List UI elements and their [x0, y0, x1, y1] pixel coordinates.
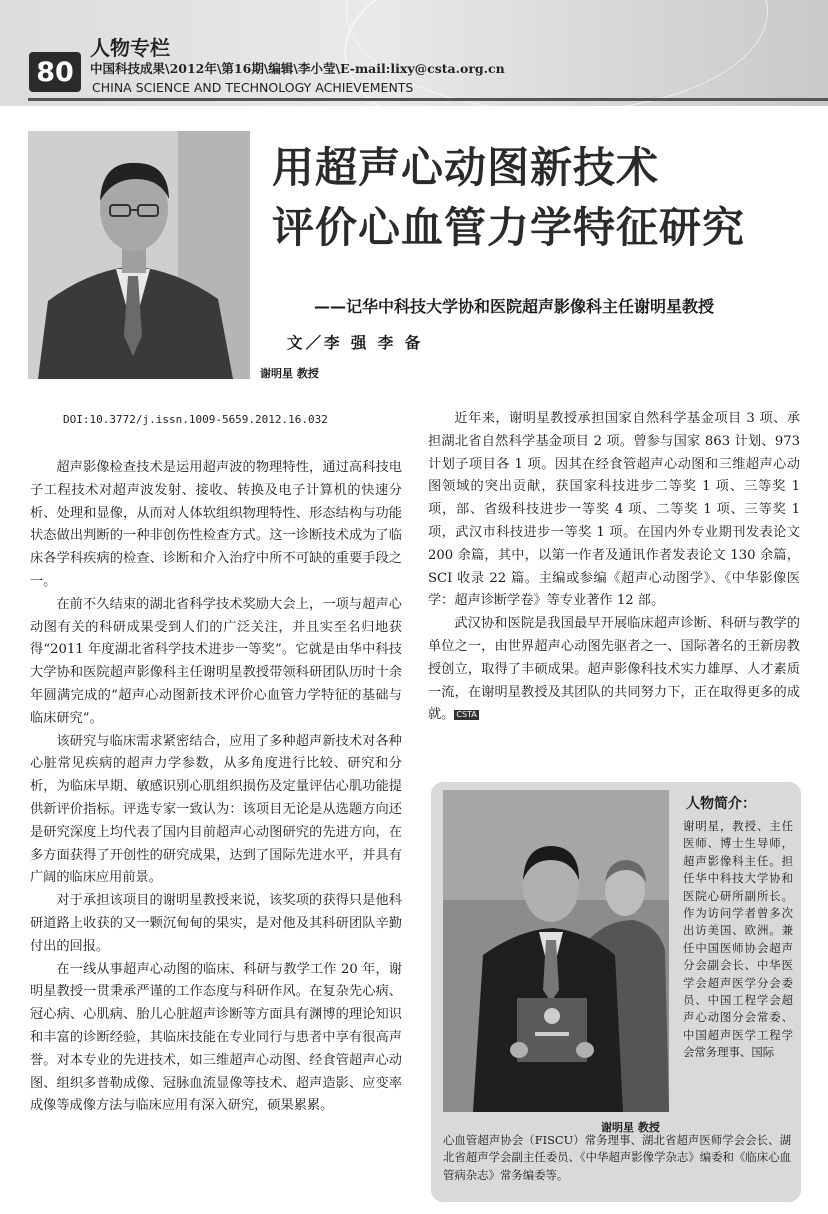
title-line-1: 用超声心动图新技术 [272, 143, 660, 192]
paragraph-with-end-mark [428, 613, 800, 727]
portrait-caption: 谢明星 教授 [260, 367, 319, 380]
profile-side-text: 谢明星，教授、主任医师、博士生导师，超声影像科主任。担任华中科技大学协和医院心研所副所长。作为访问学者曾多次出访美国、欧洲。兼任中国医师协会超声分会副会长、中华医学会超声医学分会委员、中国工程学会超声心动图分会常委、中国超声医学工程学会常务理事、国际 [683, 819, 793, 1060]
column-name: 人物专栏 [90, 36, 170, 60]
title-line-2: 评价心血管力学特征研究 [272, 203, 746, 252]
portrait-photo [28, 131, 250, 379]
profile-heading: 人物简介： [686, 796, 756, 812]
journal-english-name: CHINA SCIENCE AND TECHNOLOGY ACHIEVEMENTS [92, 80, 414, 95]
end-mark-logo: CSTA [456, 709, 477, 719]
page-number: 80 [29, 52, 81, 92]
article-byline: 文／李 强 李 备 [287, 334, 424, 352]
header-rule [28, 98, 828, 101]
profile-bottom-text: 心血管超声协会（FISCU）常务理事、湖北省超声医师学会会长、湖北省超声学会副主任委员、《中华超声影像学杂志》编委和《临床心血管病杂志》常务编委等。 [443, 1133, 791, 1182]
body-column-left [30, 457, 402, 1118]
body-column-right [428, 408, 800, 727]
award-photo [443, 790, 669, 1112]
paragraph: 近年来，谢明星教授承担国家自然科学基金项目 3 项、承担湖北省自然科学基金项目 2 项。曾参与国家 863 计划、973 计划子项目各 1 项。因其在经食管超声心动图和三维超声心动图领域的突出贡献，获国家科技进步二等奖 1 项、三等奖 1 项，部、省级科技进步一等奖 4 项、二等奖 1 项、三等奖 1 项，武汉市科技进步一等奖 1 项。在国内外专业期刊发表论文 200 余篇，其中，以第一作者及通讯作者发表论文 130 余篇，SCI 收录 22 篇。主编或参编《超声心动图学》、《中华影像医学：超声诊断学卷》等专业著作 12 部。 [428, 411, 800, 609]
award-photo-caption: 谢明星 教授 [601, 1121, 660, 1134]
portrait-illustration [28, 131, 250, 379]
doi-line: DOI:10.3772/j.issn.1009-5659.2012.16.032 [63, 413, 328, 426]
journal-info-line: 中国科技成果\2012年\第16期\编辑\李小莹\E-mail:lixy@csta.org.cn [90, 61, 505, 76]
article-title [272, 138, 822, 258]
paragraph: 对于承担该项目的谢明星教授来说，该奖项的获得只是他科研道路上收获的又一颗沉甸甸的果实，是对他及其科研团队辛勤付出的回报。 [30, 893, 402, 954]
paragraph: 该研究与临床需求紧密结合，应用了多种超声新技术对各种心脏常见疾病的超声力学参数，从多角度进行比较、研究和分析，为临床早期、敏感识别心肌组织损伤及定量评估心肌功能提供新评价指标。评选专家一致认为：该项目无论是从选题方向还是研究深度上均代表了国内目前超声心动图研究的先进方向，在多方面获得了开创性的研究成果，达到了国际先进水平，并具有广阔的临床应用前景。 [30, 733, 402, 886]
profile-box [431, 782, 801, 1202]
paragraph: 超声影像检查技术是运用超声波的物理特性，通过高科技电子工程技术对超声波发射、接收、转换及电子计算机的快速分析、处理和显像，从而对人体软组织物理特性、形态结构与功能状态做出判断的一种非创伤性检查方式。这一诊断技术成为了临床各学科疾病的检查、诊断和介入治疗中所不可缺的重要手段之一。 [30, 460, 402, 589]
article-subtitle: ——记华中科技大学协和医院超声影像科主任谢明星教授 [314, 297, 715, 316]
paragraph-text: 武汉协和医院是我国最早开展临床超声诊断、科研与教学的单位之一，由世界超声心动图先驱者之一、国际著名的王新房教授创立，取得了丰硕成果。超声影像科技术实力雄厚、人才素质一流，在谢明星教授及其团队的共同努力下，正在取得更多的成就。 [428, 616, 800, 723]
paragraph: 在前不久结束的湖北省科学技术奖励大会上，一项与超声心动图有关的科研成果受到人们的广泛关注，并且实至名归地获得“2011 年度湖北省科学技术进步一等奖”。它就是由华中科技大学协和医院超声影像科主任谢明星教授带领科研团队历时十余年圆满完成的“超声心动图新技术评价心血管力学特征的基础与临床研究”。 [30, 596, 402, 726]
paragraph: 在一线从事超声心动图的临床、科研与教学工作 20 年，谢明星教授一贯秉承严谨的工作态度与科研作风。在复杂先心病、冠心病、心肌病、胎儿心脏超声诊断等方面具有渊博的理论知识和丰富的诊断经验，其临床技能在专业同行与患者中享有很高声誉。对本专业的先进技术，如三维超声心动图、经食管超声心动图、组织多普勒成像、冠脉血流显像等技术、超声造影、应变率成像等成像方法与临床应用有深入研究，硕果累累。 [30, 961, 402, 1114]
award-photo-illustration [443, 790, 669, 1112]
